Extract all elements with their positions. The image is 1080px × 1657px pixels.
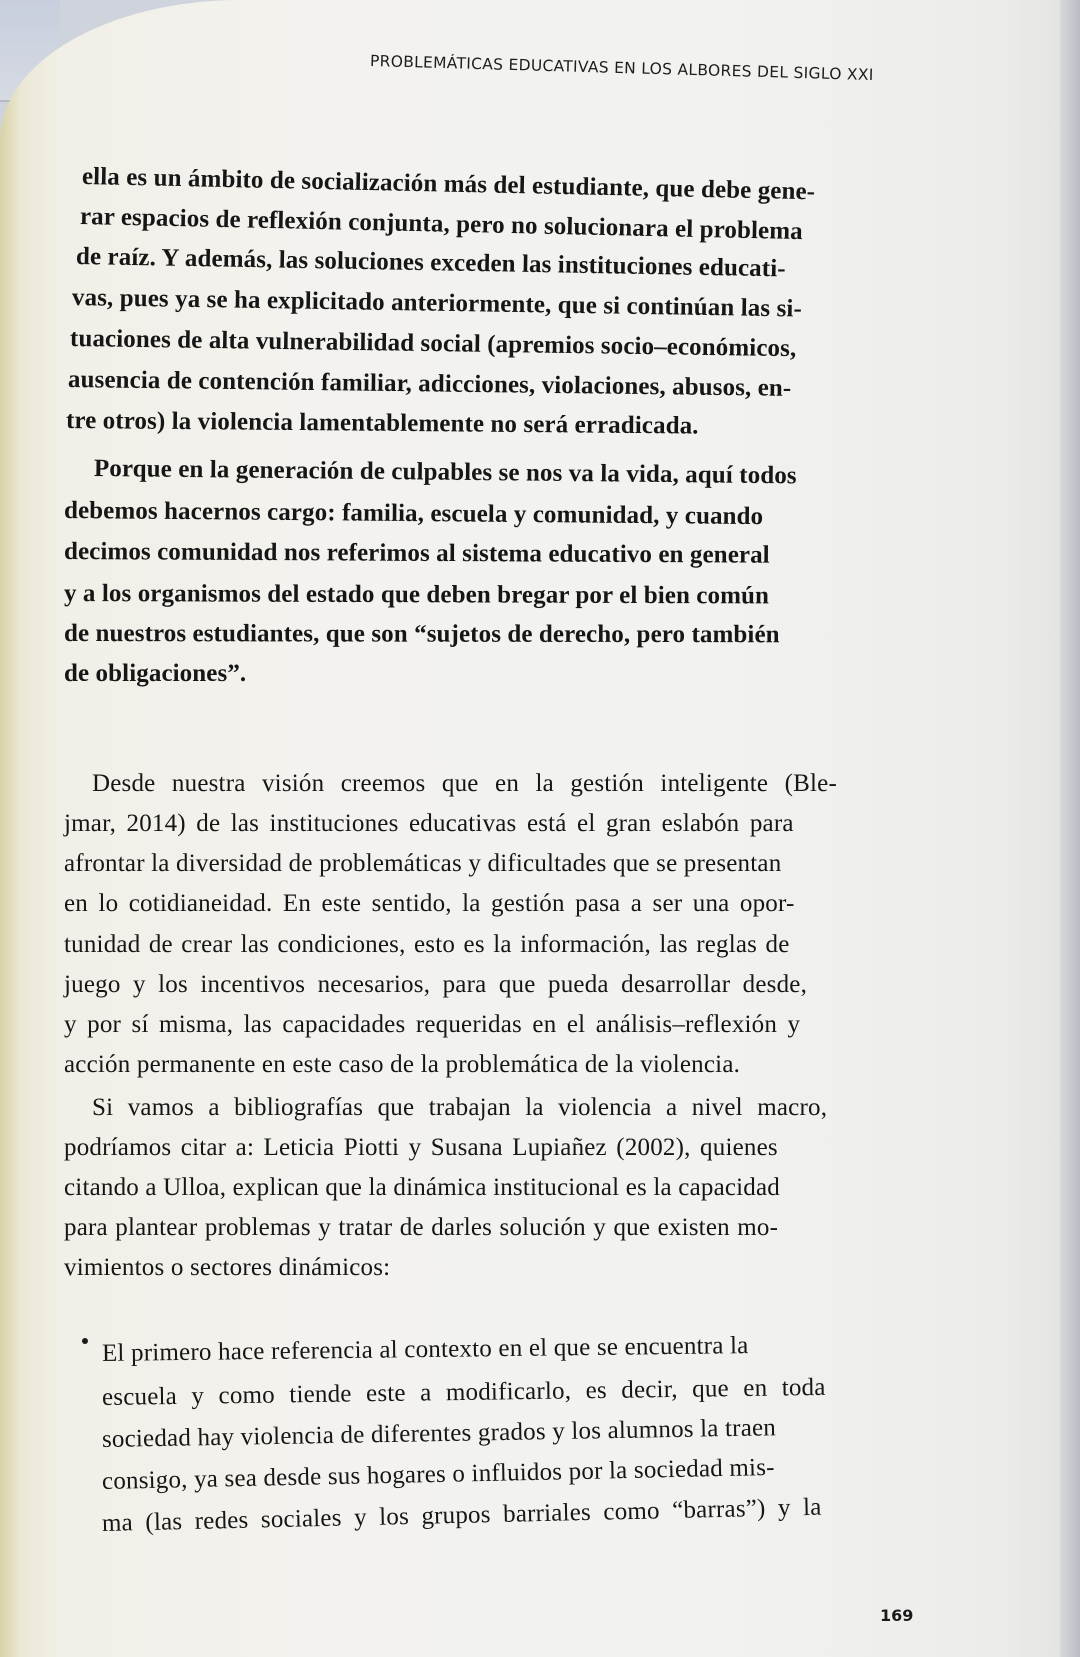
text-line: rar espacios de reflexión conjunta, pero no solucionara el problema — [79, 203, 804, 246]
text-line: vimientos o sectores dinámicos: — [64, 1254, 391, 1281]
text-line: de nuestros estudiantes, que son “sujetos de derecho, pero también — [63, 620, 780, 649]
text-line: y por sí misma, las capacidades requeridas en el análisis–reflexión y — [64, 1011, 801, 1038]
bullet-icon — [82, 1338, 88, 1344]
text-line: tunidad de crear las condiciones, esto es la información, las reglas de — [64, 931, 790, 958]
running-header: PROBLEMÁTICAS EDUCATIVAS EN LOS ALBORES DEL SIGLO XXI — [369, 52, 874, 85]
text-line: ausencia de contención familiar, adicciones, violaciones, abusos, en- — [67, 366, 792, 402]
text-line: tre otros) la violencia lamentablemente no será erradicada. — [65, 407, 699, 440]
text-line: podríamos citar a: Leticia Piotti y Susana Lupiañez (2002), quienes — [64, 1134, 778, 1161]
text-line: de raíz. Y además, las soluciones exceden las instituciones educati- — [75, 243, 786, 283]
text-line: jmar, 2014) de las instituciones educativas está el gran eslabón para — [64, 810, 794, 837]
text-line: tuaciones de alta vulnerabilidad social (apremios socio–económicos, — [69, 325, 797, 363]
text-line: acción permanente en este caso de la problemática de la violencia. — [64, 1051, 741, 1078]
text-line: para plantear problemas y tratar de darles solución y que existen mo- — [64, 1214, 779, 1241]
list-item-line: ma (las redes sociales y los grupos barriales como “barras”) y la — [101, 1493, 822, 1537]
list-item-line: consigo, ya sea desde sus hogares o influidos por la sociedad mis- — [101, 1453, 775, 1495]
text-line: Porque en la generación de culpables se nos va la vida, aquí todos — [93, 455, 797, 490]
page-edge-shadow — [1060, 0, 1080, 1657]
text-line: afrontar la diversidad de problemáticas y dificultades que se presentan — [64, 850, 782, 877]
page-number: 169 — [880, 1606, 914, 1625]
list-item-line: escuela y como tiende este a modificarlo, es decir, que en toda — [101, 1373, 826, 1411]
text-line: en lo cotidianeidad. En este sentido, la gestión pasa a ser una opor- — [64, 890, 795, 917]
text-line: de obligaciones”. — [64, 660, 247, 687]
text-line: y a los organismos del estado que deben bregar por el bien común — [63, 580, 770, 610]
text-line: decimos comunidad nos referimos al sistema educativo en general — [63, 538, 770, 569]
text-line: citando a Ulloa, explican que la dinámica institucional es la capacidad — [64, 1174, 781, 1201]
list-item-line: El primero hace referencia al contexto en el que se encuentra la — [101, 1332, 749, 1367]
text-line: debemos hacernos cargo: familia, escuela y comunidad, y cuando — [63, 497, 764, 531]
text-line: ella es un ámbito de socialización más del estudiante, que debe gene- — [81, 163, 816, 206]
list-item-line: sociedad hay violencia de diferentes grados y los alumnos la traen — [101, 1414, 777, 1453]
text-line: Si vamos a bibliografías que trabajan la violencia a nivel macro, — [92, 1094, 828, 1121]
text-line: Desde nuestra visión creemos que en la gestión inteligente (Ble- — [92, 770, 837, 797]
text-line: vas, pues ya se ha explicitado anteriormente, que si continúan las si- — [71, 284, 803, 323]
text-line: juego y los incentivos necesarios, para que pueda desarrollar desde, — [64, 971, 808, 998]
